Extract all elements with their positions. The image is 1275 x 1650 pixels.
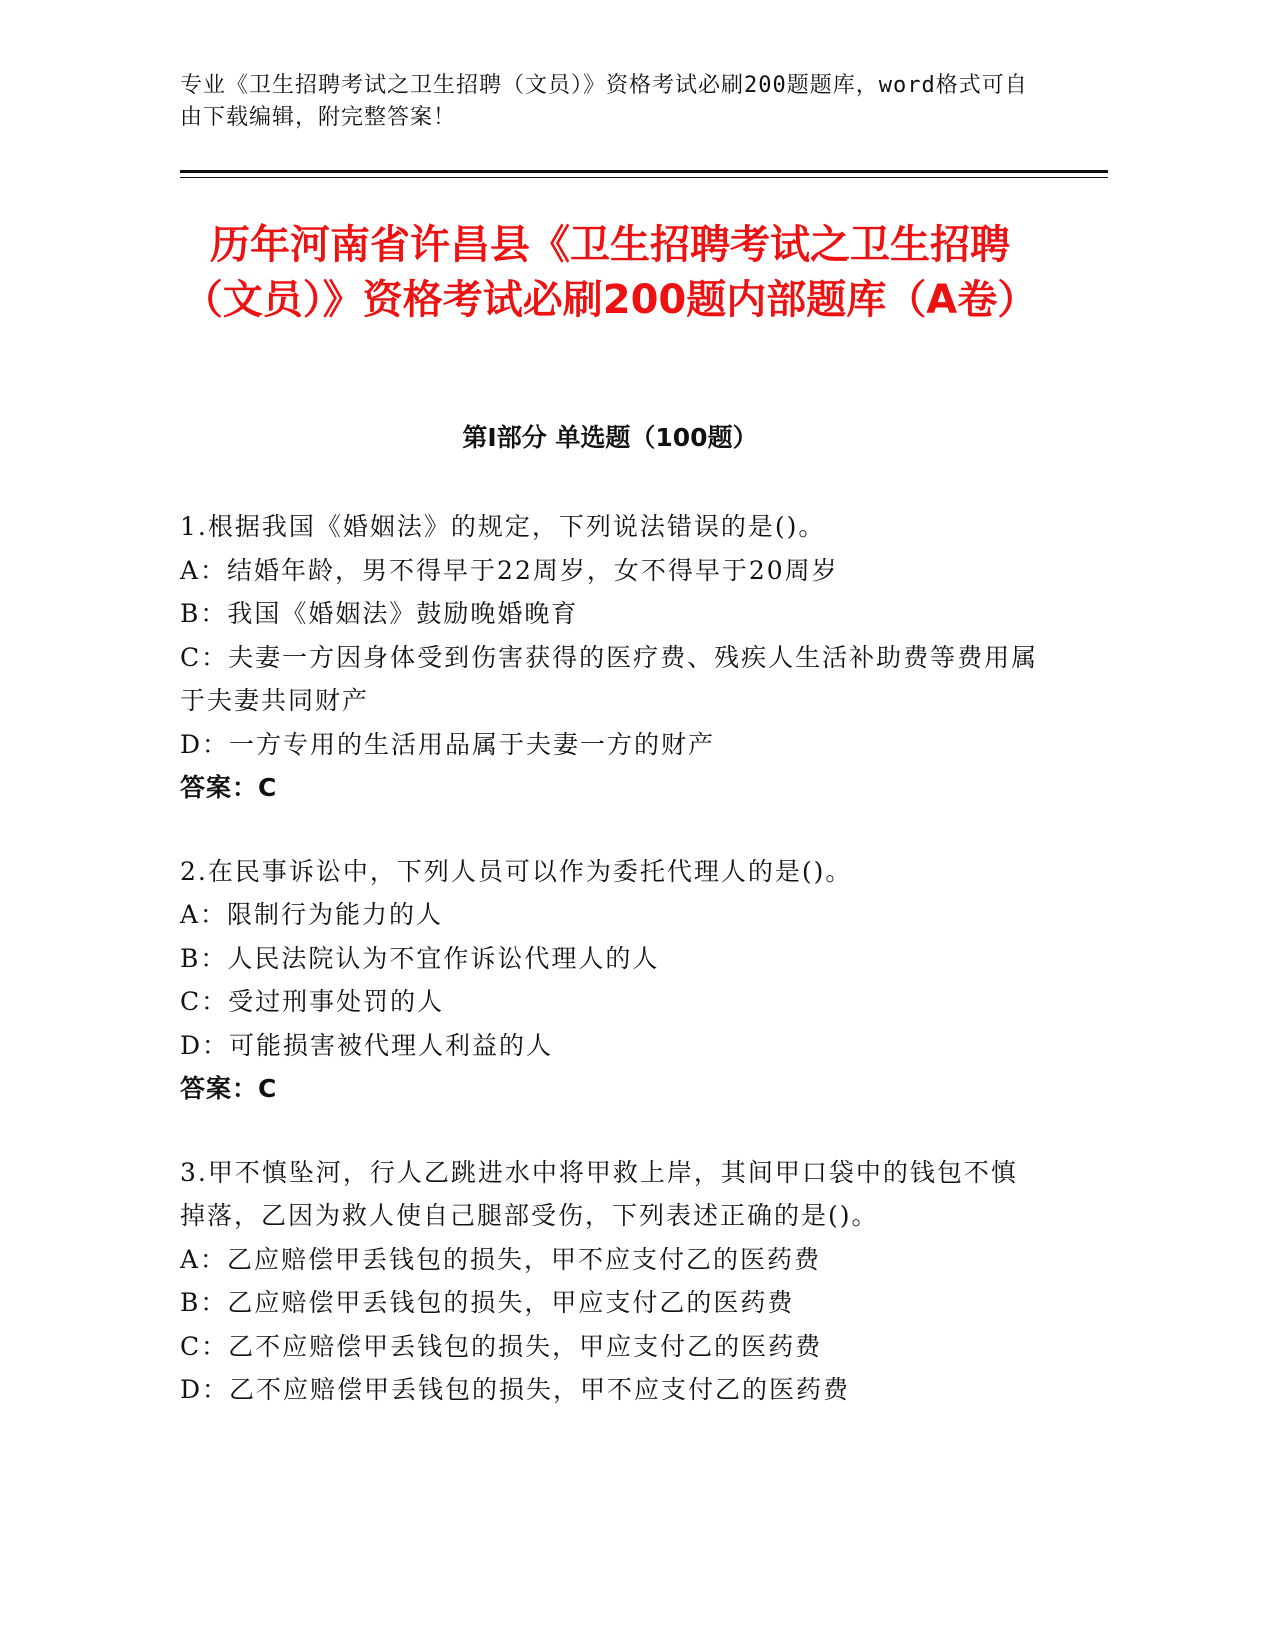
question-1 xyxy=(180,505,1040,810)
option-a: A：结婚年龄，男不得早于22周岁，女不得早于20周岁 xyxy=(180,555,839,585)
header-rule-thick xyxy=(180,170,1108,173)
answer: 答案：C xyxy=(180,1074,278,1103)
question-stem: 3.甲不慎坠河，行人乙跳进水中将甲救上岸，其间甲口袋中的钱包不慎掉落，乙因为救人使自己腿部受伤，下列表述正确的是()。 xyxy=(180,1157,1018,1230)
question-list xyxy=(180,505,1040,1452)
option-b: B：人民法院认为不宜作诉讼代理人的人 xyxy=(180,943,660,973)
option-a: A：限制行为能力的人 xyxy=(180,900,444,929)
option-d: D：一方专用的生活用品属于夫妻一方的财产 xyxy=(180,729,716,759)
header-note: 专业《卫生招聘考试之卫生招聘（文员）》资格考试必刷200题题库，word格式可自由下载编辑，附完整答案！ xyxy=(180,73,1028,130)
option-d: D：乙不应赔偿甲丢钱包的损失，甲不应支付乙的医药费 xyxy=(180,1375,851,1404)
question-stem: 1.根据我国《婚姻法》的规定，下列说法错误的是()。 xyxy=(180,512,826,541)
option-c: C：受过刑事处罚的人 xyxy=(180,987,445,1016)
document-title: 历年河南省许昌县《卫生招聘考试之卫生招聘（文员）》资格考试必刷200题内部题库（A卷） xyxy=(182,222,1038,323)
option-b: B：我国《婚姻法》鼓励晚婚晚育 xyxy=(180,599,579,628)
option-a: A：乙应赔偿甲丢钱包的损失，甲不应支付乙的医药费 xyxy=(180,1244,822,1274)
option-d: D：可能损害被代理人利益的人 xyxy=(180,1030,554,1060)
question-stem: 2.在民事诉讼中，下列人员可以作为委托代理人的是()。 xyxy=(180,856,853,886)
option-c: C：乙不应赔偿甲丢钱包的损失，甲应支付乙的医药费 xyxy=(180,1331,823,1361)
header-rule-thin xyxy=(180,177,1108,178)
answer: 答案：C xyxy=(180,773,278,802)
section-title: 第I部分 单选题（100题） xyxy=(462,423,758,452)
option-b: B：乙应赔偿甲丢钱包的损失，甲应支付乙的医药费 xyxy=(180,1288,795,1317)
question-2 xyxy=(180,850,1040,1111)
question-3 xyxy=(180,1151,1040,1412)
option-c: C：夫妻一方因身体受到伤害获得的医疗费、残疾人生活补助费等费用属于夫妻共同财产 xyxy=(180,642,1039,715)
